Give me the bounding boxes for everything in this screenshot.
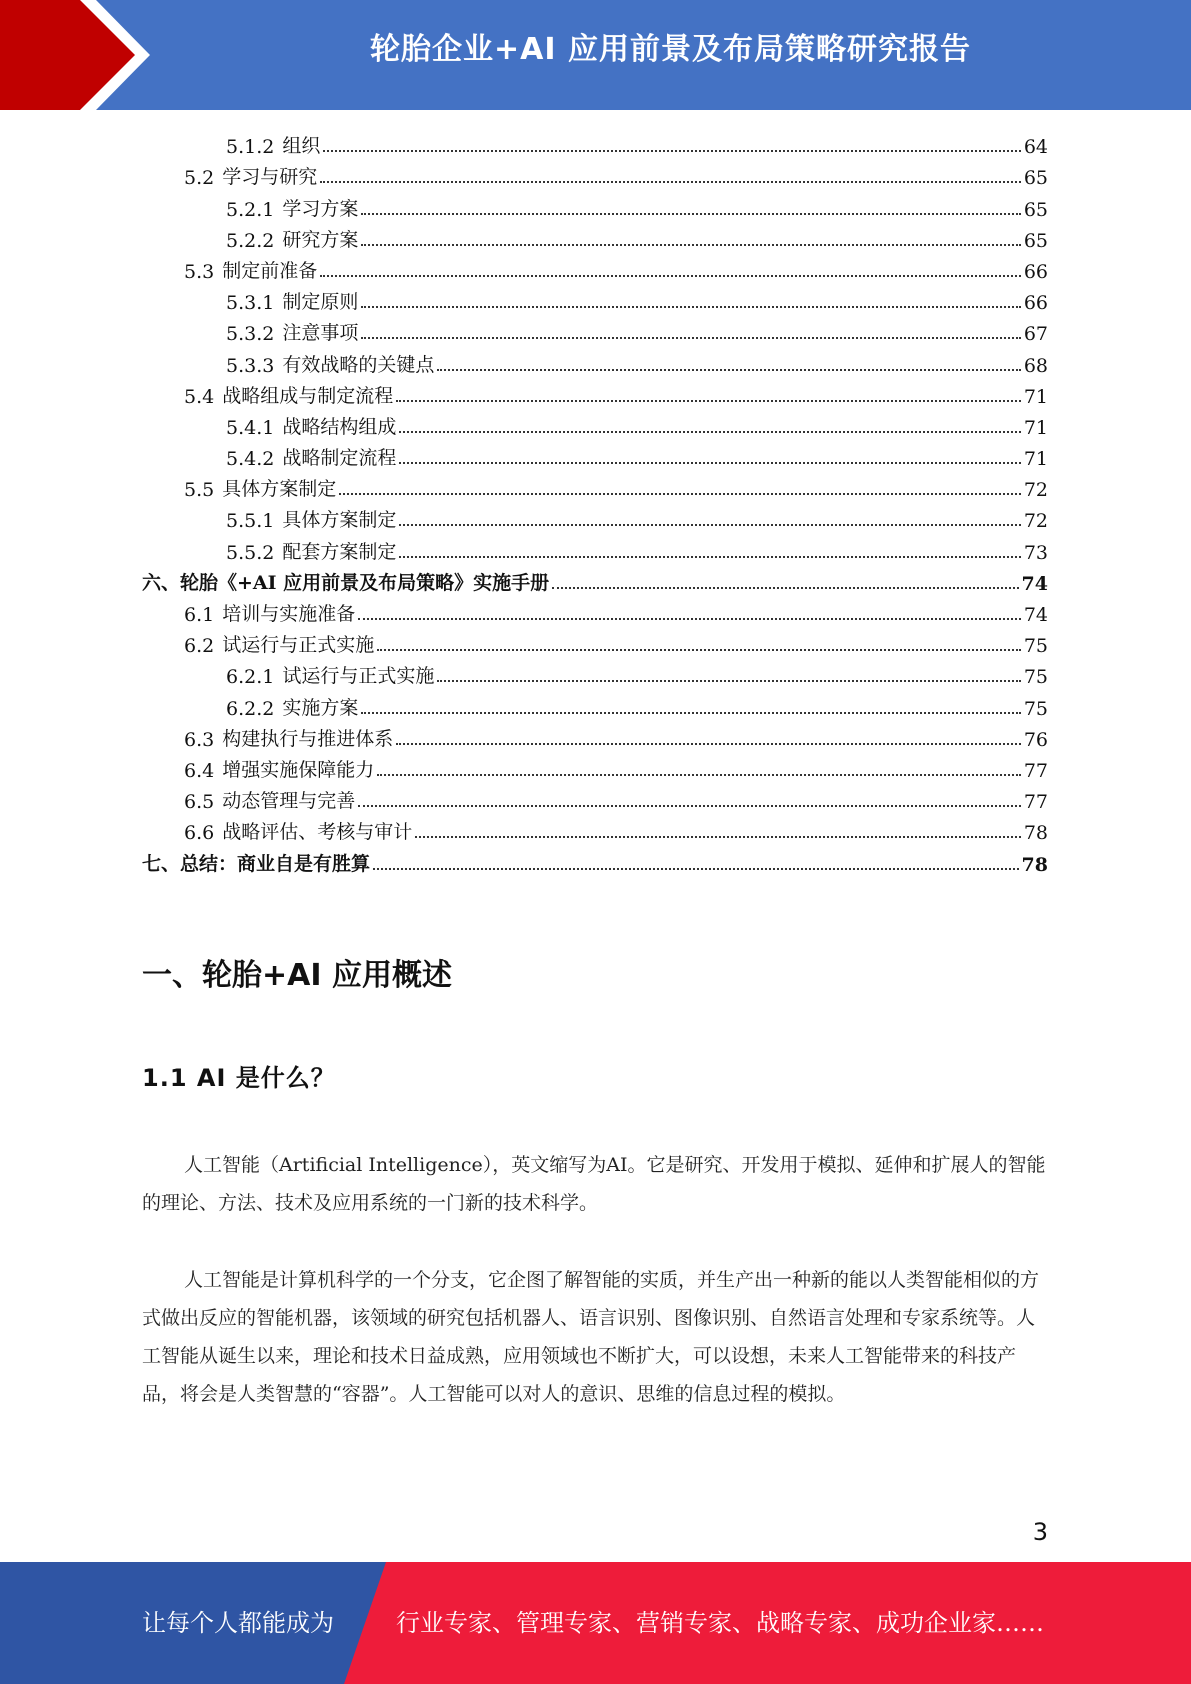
toc-entry-title: 具体方案制定	[282, 509, 397, 532]
toc-dot-leader	[399, 556, 1020, 558]
toc-entry-title: 战略组成与制定流程	[222, 384, 394, 407]
toc-entry-title: 有效战略的关键点	[282, 353, 435, 376]
footer-slogan-left: 让每个人都能成为	[142, 1609, 334, 1637]
toc-entry-page: 75	[1023, 635, 1048, 658]
toc-dot-leader	[377, 649, 1021, 651]
toc-entry-page: 78	[1023, 822, 1048, 845]
toc-entry[interactable]	[142, 158, 1048, 189]
toc-entry-number: 6.5	[184, 791, 215, 814]
toc-entry[interactable]	[142, 345, 1048, 376]
toc-entry-title: 增强实施保障能力	[222, 758, 375, 781]
toc-entry-page: 72	[1023, 510, 1048, 533]
toc-dot-leader	[361, 306, 1020, 308]
toc-entry-page: 71	[1023, 385, 1048, 408]
table-of-contents	[142, 127, 1048, 876]
toc-entry[interactable]	[142, 221, 1048, 252]
toc-entry[interactable]	[142, 626, 1048, 657]
toc-entry-page: 77	[1023, 759, 1048, 782]
toc-entry[interactable]	[142, 283, 1048, 314]
page-header	[0, 0, 1191, 110]
toc-entry-title: 实施方案	[282, 696, 359, 719]
toc-entry-page: 74	[1021, 572, 1048, 595]
toc-entry[interactable]	[142, 439, 1048, 470]
toc-entry-title: 构建执行与推进体系	[222, 727, 394, 750]
toc-entry-title: 注意事项	[282, 322, 359, 345]
toc-entry-page: 64	[1023, 136, 1048, 159]
toc-entry-title: 培训与实施准备	[222, 603, 356, 625]
toc-entry-page: 65	[1023, 198, 1048, 221]
toc-dot-leader	[361, 712, 1020, 714]
toc-entry-page: 72	[1023, 479, 1048, 502]
page-number: 3	[1032, 1518, 1048, 1546]
toc-entry-title: 研究方案	[282, 228, 359, 251]
toc-dot-leader	[399, 524, 1020, 526]
toc-dot-leader	[552, 587, 1018, 589]
toc-entry-number: 6.6	[184, 822, 215, 845]
toc-dot-leader	[323, 150, 1020, 152]
toc-entry-title: 七、总结：商业自是有胜算	[142, 852, 371, 875]
toc-dot-leader	[320, 275, 1021, 277]
toc-entry-page: 74	[1023, 604, 1048, 626]
toc-entry[interactable]	[142, 377, 1048, 408]
toc-dot-leader	[361, 244, 1020, 246]
section-heading: 一、轮胎+AI 应用概述	[142, 958, 452, 993]
toc-entry-page: 65	[1023, 167, 1048, 190]
toc-entry[interactable]	[142, 470, 1048, 501]
toc-entry[interactable]	[142, 189, 1048, 220]
footer-slogan-right: 行业专家、管理专家、营销专家、战略专家、成功企业家……	[396, 1609, 1044, 1637]
toc-entry[interactable]	[142, 844, 1048, 875]
toc-entry[interactable]	[142, 252, 1048, 283]
toc-dot-leader	[399, 431, 1020, 433]
toc-entry-page: 71	[1023, 416, 1048, 439]
toc-entry-title: 具体方案制定	[222, 478, 337, 501]
toc-entry-title: 制定前准备	[222, 259, 318, 282]
toc-entry[interactable]	[142, 408, 1048, 439]
toc-entry-number: 5.5.1	[226, 510, 275, 533]
toc-entry-title: 动态管理与完善	[222, 790, 356, 813]
toc-entry-number: 5.2.2	[226, 229, 275, 252]
toc-entry-page: 66	[1023, 260, 1048, 283]
toc-entry-number: 6.4	[184, 759, 215, 782]
toc-entry-number: 5.5.2	[226, 541, 275, 564]
page-footer	[0, 1562, 1191, 1684]
subsection-heading: 1.1 AI 是什么？	[142, 1064, 336, 1092]
toc-entry[interactable]	[142, 657, 1048, 688]
toc-entry-number: 5.2	[184, 167, 215, 190]
toc-entry-number: 5.3	[184, 260, 215, 283]
toc-dot-leader	[396, 743, 1021, 745]
toc-entry-title: 战略制定流程	[282, 447, 397, 470]
toc-entry[interactable]	[142, 564, 1048, 595]
toc-entry-title: 试运行与正式实施	[222, 634, 375, 657]
toc-entry-number: 5.4.1	[226, 416, 275, 439]
toc-entry-number: 6.3	[184, 728, 215, 751]
header-title: 轮胎企业+AI 应用前景及布局策略研究报告	[370, 32, 971, 67]
toc-entry[interactable]	[142, 720, 1048, 751]
toc-entry-number: 5.2.1	[226, 198, 275, 221]
toc-entry-title: 战略评估、考核与审计	[222, 821, 413, 844]
toc-dot-leader	[339, 493, 1021, 495]
toc-entry-title: 战略结构组成	[282, 415, 397, 438]
toc-entry-title: 制定原则	[282, 291, 359, 314]
toc-entry-title: 组织	[282, 135, 321, 158]
toc-dot-leader	[437, 369, 1020, 371]
toc-entry-number: 5.3.2	[226, 323, 275, 346]
toc-entry-page: 71	[1023, 448, 1048, 471]
toc-entry-page: 73	[1023, 541, 1048, 564]
paragraph: 人工智能（Artificial Intelligence），英文缩写为AI。它是研究、开发用于模拟、延伸和扩展人的智能的理论、方法、技术及应用系统的一门新的技术科学。	[142, 1154, 1046, 1214]
toc-entry-number: 5.4	[184, 385, 215, 408]
toc-entry-number: 6.2.2	[226, 697, 275, 720]
toc-entry-title: 学习方案	[282, 197, 359, 220]
toc-entry-page: 68	[1023, 354, 1048, 377]
toc-dot-leader	[358, 805, 1021, 807]
toc-entry-title: 配套方案制定	[282, 540, 397, 563]
toc-entry-number: 6.1	[184, 604, 215, 626]
toc-dot-leader	[415, 836, 1021, 838]
toc-entry-number: 5.3.3	[226, 354, 275, 377]
toc-entry[interactable]	[142, 501, 1048, 532]
toc-entry-page: 77	[1023, 791, 1048, 814]
toc-dot-leader	[399, 462, 1020, 464]
toc-entry-page: 66	[1023, 292, 1048, 315]
toc-dot-leader	[437, 680, 1020, 682]
toc-dot-leader	[396, 400, 1021, 402]
toc-entry[interactable]	[142, 751, 1048, 782]
toc-entry[interactable]	[142, 314, 1048, 345]
toc-entry-page: 75	[1023, 697, 1048, 720]
toc-entry-page: 65	[1023, 229, 1048, 252]
toc-entry[interactable]	[142, 782, 1048, 813]
toc-entry-number: 6.2.1	[226, 666, 275, 689]
toc-entry-page: 78	[1021, 853, 1048, 876]
toc-entry-number: 5.5	[184, 479, 215, 502]
paragraph: 人工智能是计算机科学的一个分支，它企图了解智能的实质，并生产出一种新的能以人类智能相似的方式做出反应的智能机器，该领域的研究包括机器人、语言识别、图像识别、自然语言处理和专家系统等。人工智能从诞生以来，理论和技术日益成熟，应用领域也不断扩大，可以设想，未来人工智能带来的科技产品，将会是人类智慧的“容器”。人工智能可以对人的意识、思维的信息过程的模拟。	[142, 1269, 1040, 1405]
toc-dot-leader	[358, 618, 1021, 620]
toc-entry[interactable]	[142, 688, 1048, 719]
toc-dot-leader	[361, 337, 1020, 339]
toc-dot-leader	[320, 181, 1021, 183]
toc-dot-leader	[373, 868, 1019, 870]
toc-entry-number: 5.4.2	[226, 448, 275, 471]
toc-entry-title: 六、轮胎《+AI 应用前景及布局策略》实施手册	[142, 571, 550, 594]
toc-entry-page: 67	[1023, 323, 1048, 346]
toc-entry-number: 6.2	[184, 635, 215, 658]
toc-dot-leader	[377, 774, 1021, 776]
toc-entry[interactable]	[142, 813, 1048, 844]
toc-entry-title: 学习与研究	[222, 166, 318, 189]
toc-entry[interactable]	[142, 532, 1048, 563]
toc-dot-leader	[361, 213, 1020, 215]
toc-entry-page: 76	[1023, 728, 1048, 751]
toc-entry-title: 试运行与正式实施	[282, 665, 435, 688]
toc-entry[interactable]	[142, 127, 1048, 158]
toc-entry[interactable]	[142, 595, 1048, 626]
toc-entry-number: 5.3.1	[226, 292, 275, 315]
toc-entry-number: 5.1.2	[226, 136, 275, 159]
toc-entry-page: 75	[1023, 666, 1048, 689]
